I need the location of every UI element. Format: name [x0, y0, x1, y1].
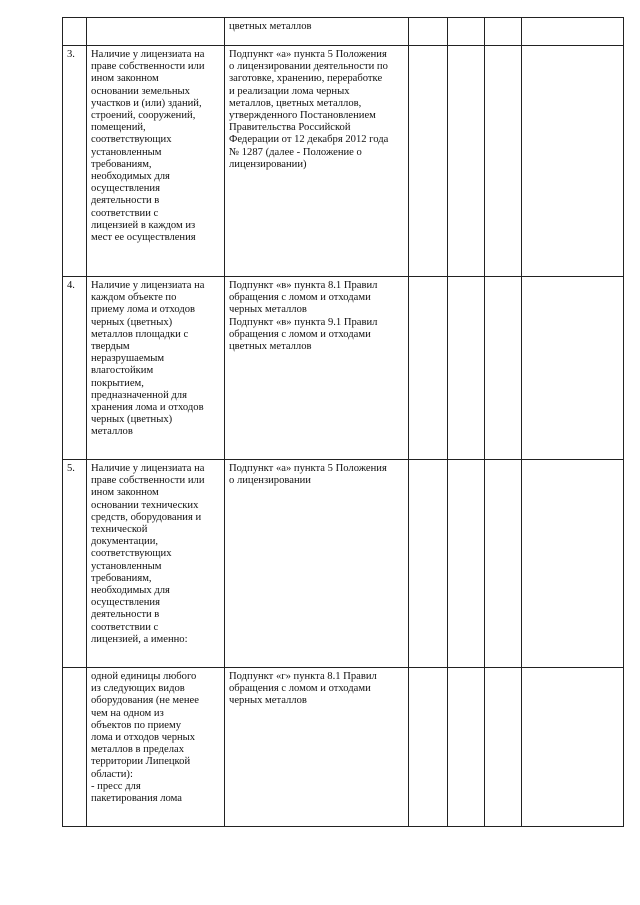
empty-cell — [448, 668, 485, 827]
empty-cell — [522, 460, 624, 668]
requirement-cell: Наличие у лицензиата на каждом объекте по приему лома и отходов черных (цветных) металлов площадки с твердым неразрушаемым влагостойким покрытием, предназначенной для хранения лома и отходов черных (цветных) металлов — [87, 277, 225, 460]
table-row-continuation — [63, 18, 624, 46]
empty-cell — [448, 18, 485, 46]
table-row — [63, 277, 624, 460]
empty-cell — [448, 460, 485, 668]
row-number-cell: 5. — [63, 460, 87, 668]
table-row — [63, 46, 624, 277]
empty-cell — [409, 46, 448, 277]
row-number-cell — [63, 18, 87, 46]
empty-cell — [522, 668, 624, 827]
legal-reference-cell: Подпункт «а» пункта 5 Положения о лицензировании — [225, 460, 409, 668]
requirement-cell — [87, 18, 225, 46]
empty-cell — [409, 668, 448, 827]
legal-reference-cell: Подпункт «а» пункта 5 Положения о лицензировании деятельности по заготовке, хранению, переработке и реализации лома черных металлов, цветных металлов, утвержденного Постановлением Правительства Российской Федерации от 12 декабря 2012 года № 1287 (далее - Положение о лицензировании) — [225, 46, 409, 277]
empty-cell — [409, 277, 448, 460]
empty-cell — [409, 460, 448, 668]
empty-cell — [409, 18, 448, 46]
requirements-table — [62, 17, 624, 827]
legal-reference-cell: цветных металлов — [225, 18, 409, 46]
empty-cell — [485, 277, 522, 460]
legal-reference-cell: Подпункт «г» пункта 8.1 Правил обращения с ломом и отходами черных металлов — [225, 668, 409, 827]
row-number-cell: 4. — [63, 277, 87, 460]
empty-cell — [522, 277, 624, 460]
requirement-cell: Наличие у лицензиата на праве собственности или ином законном основании технических средств, оборудования и технической документации, соответствующих установленным требованиям, необходимых для осуществления деятельности в соответствии с лицензией, а именно: — [87, 460, 225, 668]
empty-cell — [522, 18, 624, 46]
empty-cell — [485, 18, 522, 46]
row-number-cell: 3. — [63, 46, 87, 277]
requirement-cell: одной единицы любого из следующих видов оборудования (не менее чем на одном из объектов по приему лома и отходов черных металлов в пределах территории Липецкой области): - пресс для пакетирования лома — [87, 668, 225, 827]
row-number-cell — [63, 668, 87, 827]
empty-cell — [522, 46, 624, 277]
empty-cell — [485, 460, 522, 668]
empty-cell — [485, 46, 522, 277]
legal-reference-cell: Подпункт «в» пункта 8.1 Правил обращения с ломом и отходами черных металлов Подпункт «в» пункта 9.1 Правил обращения с ломом и отходами цветных металлов — [225, 277, 409, 460]
requirement-cell: Наличие у лицензиата на праве собственности или ином законном основании земельных участков и (или) зданий, строений, сооружений, помещений, соответствующих установленным требованиям, необходимых для осуществления деятельности в соответствии с лицензией в каждом из мест ее осуществления — [87, 46, 225, 277]
empty-cell — [448, 46, 485, 277]
empty-cell — [448, 277, 485, 460]
table-row — [63, 460, 624, 668]
table-row-subitem — [63, 668, 624, 827]
empty-cell — [485, 668, 522, 827]
